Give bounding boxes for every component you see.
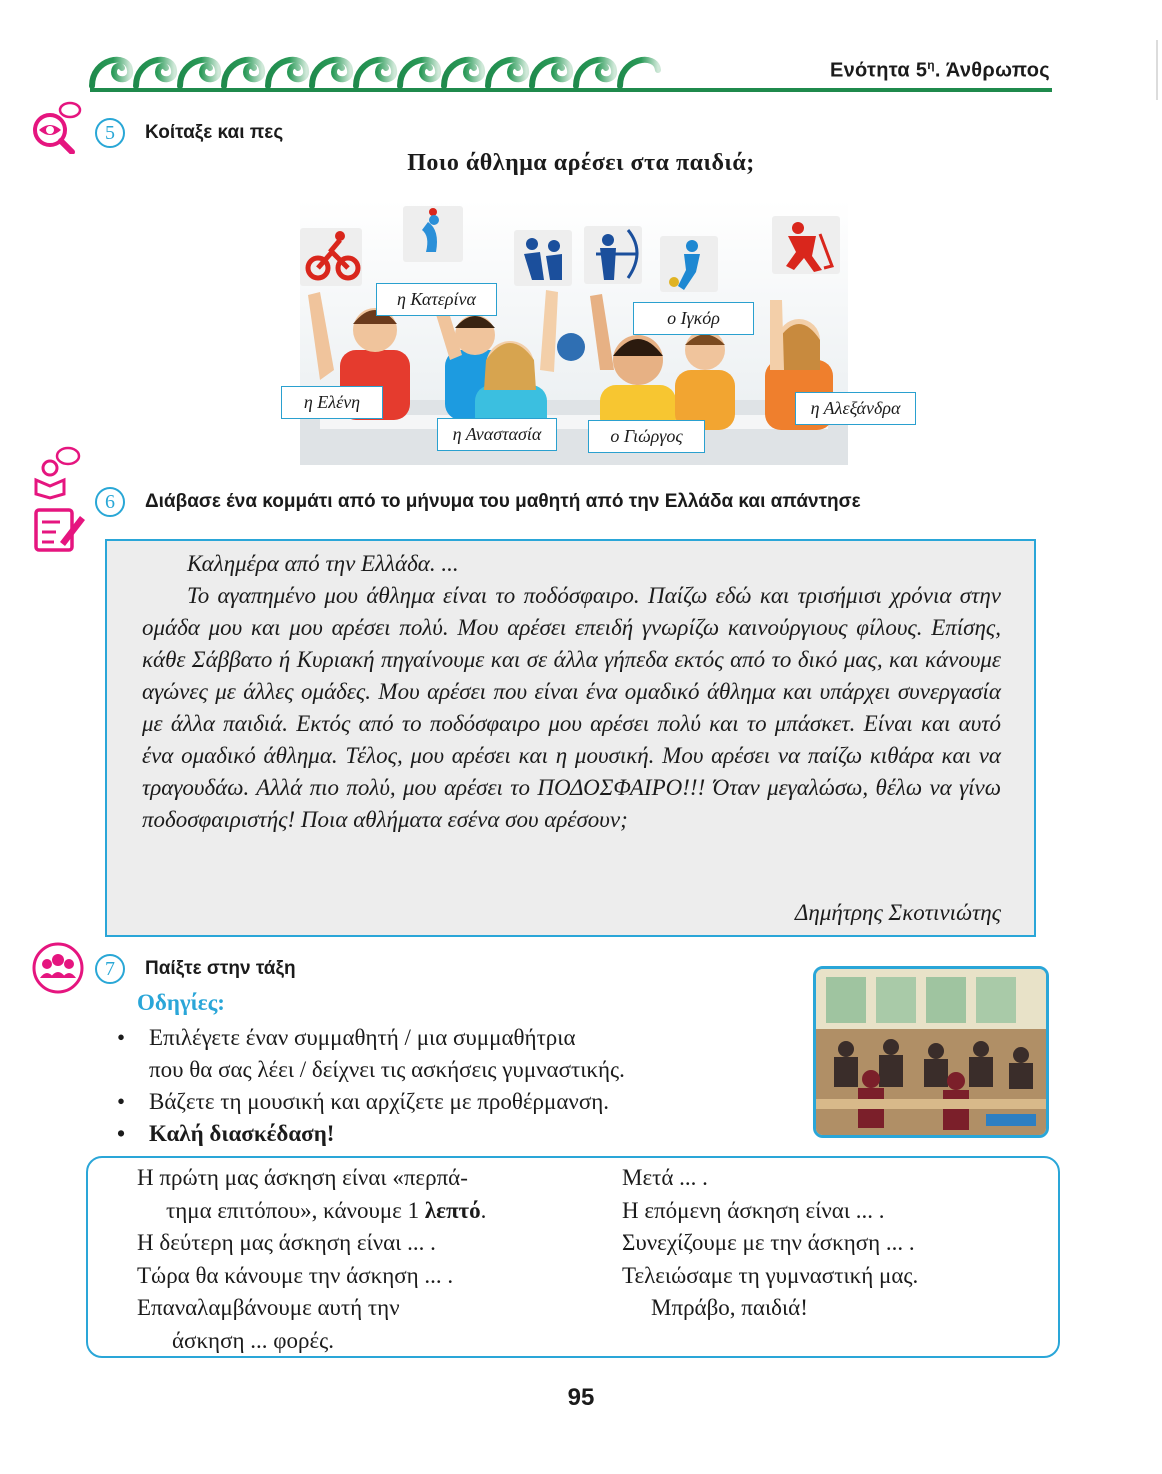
exercise-line: Τώρα θα κάνουμε την άσκηση ... . bbox=[137, 1262, 454, 1288]
group-play-icon bbox=[30, 940, 86, 996]
letter-text bbox=[142, 548, 1001, 836]
letter-body: Το αγαπημένο μου άθλημα είναι το ποδόσφαιρο. Παίζω εδώ και τρισήμισι χρόνια στην ομάδα μου και μου αρέσει πολύ. Μου αρέσει επειδή γνωρίζω καινούργιους φίλους. Επίσης, κάθε Σάββατο ή Κυριακή πηγαίνουμε και σε άλλα γήπεδα εκτός από το δικό μας, και κάνουμε αγώνες με άλλες ομάδες. Μου αρέσει που είναι ένα ομαδικό άθλημα και υπάρχει συνεργασία με άλλα παιδιά. Εκτός από το ποδόσφαιρο μου αρέσει πολύ και το μπάσκετ. Είναι και αυτό ένα ομαδικό άθλημα. Τέλος, μου αρέσει και η μουσική. Μου αρέσει να παίζω κιθάρα και να τραγουδάω. Αλλά πιο πολύ, μου αρέσει το ΠΟΔΟΣΦΑΙΡΟ!!! Όταν μεγαλώσω, θέλω να γίνω ποδοσφαιριστής! Ποια αθλήματα εσένα σου αρέσουν; bbox=[142, 583, 1001, 832]
instruction-text: που θα σας λέει / δείχνει τις ασκήσεις γυμναστικής. bbox=[149, 1057, 625, 1082]
read-and-write-icon bbox=[30, 446, 86, 554]
name-tag-eleni: η Ελένη bbox=[281, 386, 383, 419]
unit-label: Ενότητα 5 bbox=[829, 59, 928, 82]
instruction-item bbox=[117, 1086, 817, 1118]
exercise-right-column bbox=[622, 1162, 918, 1325]
page-edge bbox=[1156, 40, 1158, 100]
name-tag-katerina: η Κατερίνα bbox=[376, 283, 497, 316]
instructions-title: Οδηγίες: bbox=[137, 990, 225, 1015]
exercise-line bbox=[137, 1195, 486, 1228]
greek-key-border bbox=[88, 48, 668, 90]
unit-title bbox=[830, 58, 1050, 83]
exercise-line: Η πρώτη μας άσκηση είναι «περπά- bbox=[137, 1165, 468, 1190]
unit-topic: . Άνθρωπος bbox=[934, 59, 1050, 82]
exercise-line: Η δεύτερη μας άσκηση είναι ... . bbox=[137, 1230, 436, 1255]
name-tag-giorgos: ο Γιώργος bbox=[588, 420, 705, 453]
exercise-left-column bbox=[137, 1162, 486, 1357]
instruction-item bbox=[117, 1022, 817, 1054]
instruction-text: Καλή διασκέδαση! bbox=[149, 1121, 335, 1146]
exercise-line: Επαναλαμβάνουμε αυτή την bbox=[137, 1295, 400, 1320]
classroom-photo bbox=[813, 966, 1049, 1138]
bullet: • bbox=[117, 1121, 126, 1146]
exercise-line: Η επόμενη άσκηση είναι ... . bbox=[622, 1197, 885, 1223]
instruction-text: Βάζετε τη μουσική και αρχίζετε με προθέρμανση. bbox=[149, 1089, 609, 1114]
section-title: Κοίταξε και πες bbox=[145, 122, 284, 143]
letter-signature: Δημήτρης Σκοτινιώτης bbox=[794, 900, 1001, 925]
exercise-line-part: . bbox=[480, 1197, 487, 1223]
section-title: Παίξτε στην τάξη bbox=[145, 958, 296, 979]
section-title: Διάβασε ένα κομμάτι από το μήνυμα του μαθητή από την Ελλάδα και απάντησε bbox=[145, 491, 861, 512]
section-question: Ποιο άθλημα αρέσει στα παιδιά; bbox=[407, 150, 755, 176]
name-tag-alexandra: η Αλεξάνδρα bbox=[795, 392, 916, 425]
look-and-speak-icon bbox=[30, 100, 82, 154]
letter-greeting: Καλημέρα από την Ελλάδα. ... bbox=[187, 551, 459, 576]
unit-sup: η bbox=[927, 58, 935, 72]
exercise-line: Συνεχίζουμε με την άσκηση ... . bbox=[622, 1230, 915, 1255]
section-number: 7 bbox=[95, 954, 125, 984]
name-tag-igor: ο Ιγκόρ bbox=[633, 302, 754, 335]
instruction-text: Επιλέγετε έναν συμμαθητή / μια συμμαθήτρια bbox=[149, 1025, 576, 1050]
page-number: 95 bbox=[567, 1384, 595, 1411]
exercise-line: Τελειώσαμε τη γυμναστική μας. bbox=[622, 1262, 919, 1288]
section-number: 5 bbox=[95, 118, 125, 148]
classroom-sports-picture bbox=[300, 200, 848, 465]
exercise-line-part: τημα επιτόπου», κάνουμε 1 bbox=[166, 1197, 425, 1223]
section-number: 6 bbox=[95, 487, 125, 517]
exercise-line: Μετά ... . bbox=[622, 1165, 708, 1190]
bullet: • bbox=[117, 1025, 126, 1050]
instruction-item-continued bbox=[117, 1054, 817, 1086]
exercise-line: Μπράβο, παιδιά! bbox=[651, 1295, 808, 1320]
exercise-line: άσκηση ... φορές. bbox=[172, 1327, 335, 1353]
name-tag-anastasia: η Αναστασία bbox=[437, 418, 557, 451]
bullet: • bbox=[117, 1089, 126, 1114]
exercise-emphasis: λεπτό bbox=[424, 1197, 481, 1223]
header-rule bbox=[90, 88, 1052, 92]
instruction-item bbox=[117, 1118, 817, 1150]
instructions-list bbox=[117, 1022, 817, 1150]
